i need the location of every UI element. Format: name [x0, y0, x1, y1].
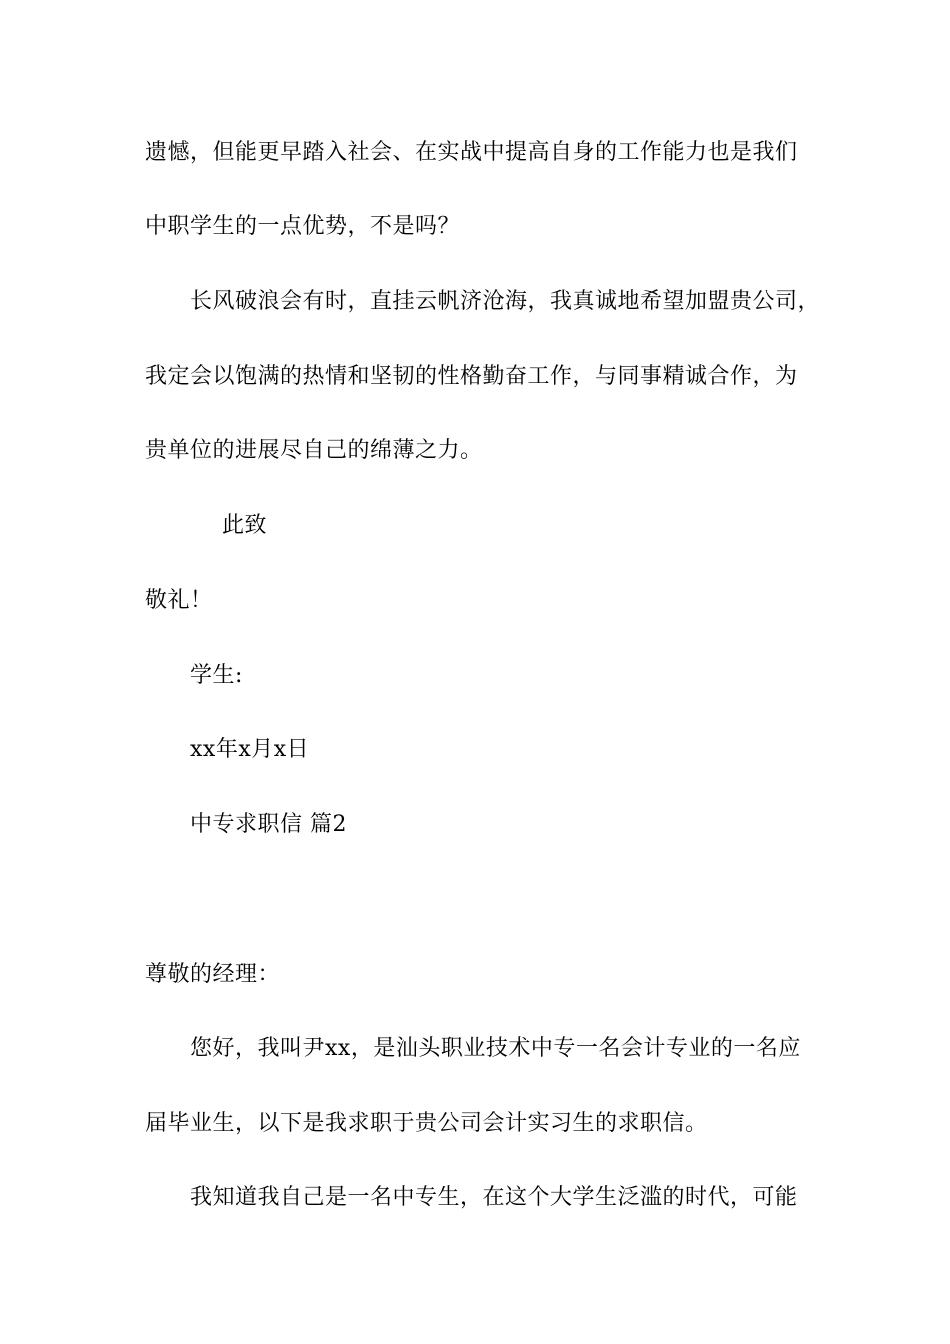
salutation-respect: 敬礼！ [145, 588, 213, 613]
paragraph-line: 遗憾，但能更早踏入社会、在实战中提高自身的工作能力也是我们 [145, 140, 798, 165]
paragraph-line: 您好，我叫尹xx，是汕头职业技术中专一名会计专业的一名应 [190, 1036, 801, 1061]
paragraph-line: 我定会以饱满的热情和坚韧的性格勤奋工作，与同事精诚合作，为 [145, 364, 798, 389]
signature-label: 学生: [190, 663, 243, 688]
paragraph-line: 届毕业生，以下是我求职于贵公司会计实习生的求职信。 [145, 1111, 708, 1136]
section-title: 中专求职信 篇2 [190, 812, 347, 837]
date-line: xx年x月x日 [190, 737, 310, 762]
paragraph-line: 我知道我自己是一名中专生，在这个大学生泛滥的时代，可能 [190, 1185, 798, 1210]
greeting-line: 尊敬的经理： [145, 962, 281, 987]
paragraph-line: 贵单位的进展尽自己的绵薄之力。 [145, 438, 483, 463]
paragraph-line: 长风破浪会有时，直挂云帆济沧海，我真诚地希望加盟贵公司， [190, 289, 821, 314]
salutation-closing: 此致 [222, 513, 268, 538]
paragraph-line: 中职学生的一点优势，不是吗？ [145, 214, 461, 239]
